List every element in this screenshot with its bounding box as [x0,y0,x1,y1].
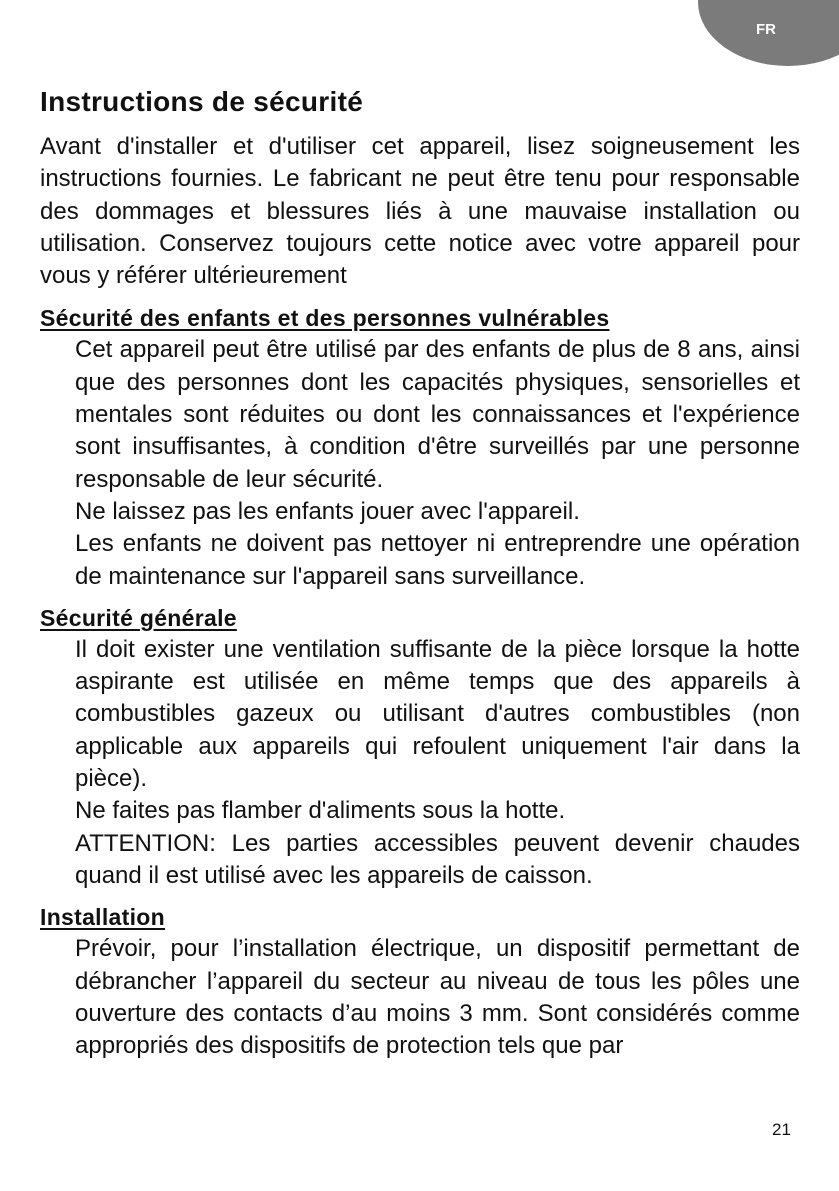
document-body [40,84,800,1071]
section-paragraph: Ne laissez pas les enfants jouer avec l'appareil. [75,497,580,525]
section-general-safety [40,602,800,892]
section-child-safety [40,302,800,592]
intro-paragraph: Avant d'installer et d'utiliser cet appareil, lisez soigneusement les instructions fournies. Le fabricant ne peut être tenu pour responsable des dommages et blessures liés à une mauvaise installation ou utilisation. Conservez toujours cette notice avec votre appareil pour vous y référer ultérieurement [40,133,800,290]
page-title: Instructions de sécurité [40,86,364,117]
section-paragraph: Les enfants ne doivent pas nettoyer ni entreprendre une opération de maintenance sur l'appareil sans surveillance. [75,530,800,590]
section-paragraph: ATTENTION: Les parties accessibles peuvent devenir chaudes quand il est utilisé avec les appareils de caisson. [75,829,800,889]
section-paragraph: Prévoir, pour l’installation électrique, un dispositif permettant de débrancher l’appareil du secteur au niveau de tous les pôles une ouverture des contacts d’au moins 3 mm. Sont considérés comme appropriés des dispositifs de protection tels que par [75,935,800,1060]
section-heading: Sécurité des enfants et des personnes vulnérables [40,305,610,332]
section-paragraph: Cet appareil peut être utilisé par des enfants de plus de 8 ans, ainsi que des personnes dont les capacités physiques, sensorielles et mentales sont réduites ou dont les connaissances et l'expérience sont insuffisantes, à condition d'être surveillés par une personne responsable de leur sécurité. [75,336,800,493]
section-installation [40,901,800,1062]
section-heading: Installation [40,904,166,931]
section-paragraph: Il doit exister une ventilation suffisante de la pièce lorsque la hotte aspirante est utilisée en même temps que des appareils à combustibles gazeux ou utilisant d'autres combustibles (non applicable aux appareils qui refoulent uniquement l'air dans la pièce). [75,635,800,793]
section-paragraph: Ne faites pas flamber d'aliments sous la hotte. [75,797,566,825]
language-tab-label: FR [756,21,776,38]
section-heading: Sécurité générale [40,604,237,631]
page-number: 21 [772,1120,791,1139]
